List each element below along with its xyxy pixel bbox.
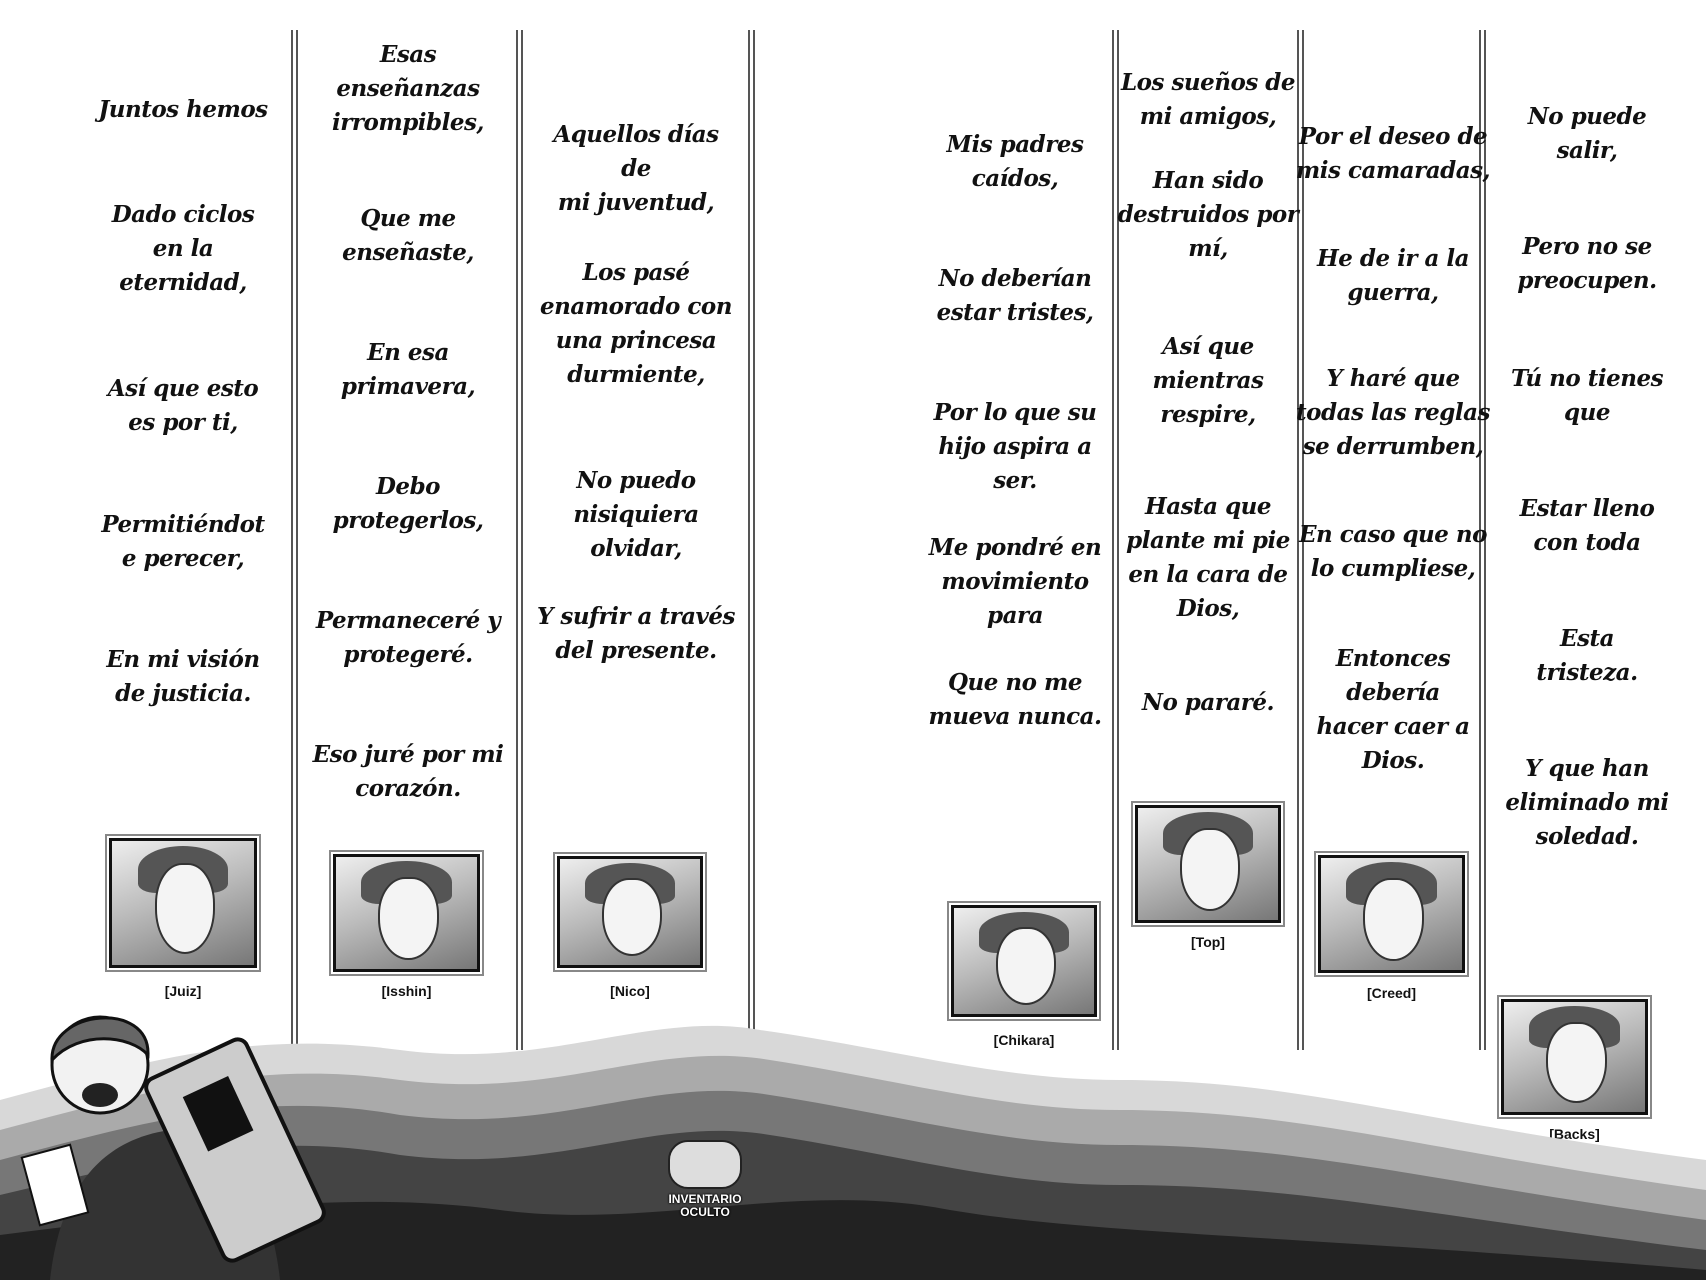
- verse-text: En mi visión de justicia.: [106, 646, 260, 707]
- character-name-label: [Chikara]: [993, 1032, 1055, 1048]
- verse-text: Así que mientras respire,: [1152, 333, 1264, 428]
- verse-text: Los sueños de mi amigos,: [1120, 69, 1295, 130]
- character-name-label: [Top]: [1191, 934, 1225, 950]
- portrait-face: [155, 863, 216, 954]
- verse-text: Que no me mueva nunca.: [928, 669, 1102, 730]
- verse-text: No deberían estar tristes,: [936, 265, 1094, 326]
- verse-text: Mis padres caídos,: [946, 131, 1084, 192]
- verse-text: Que me enseñaste,: [342, 205, 474, 266]
- verse-text: Han sido destruidos por mí,: [1117, 167, 1299, 262]
- character-name-label: [Juiz]: [164, 983, 202, 999]
- verse-text: Y que han eliminado mi soledad.: [1505, 755, 1669, 850]
- verse-text: Debo protegerlos,: [332, 473, 484, 534]
- verse-text: No puede salir,: [1527, 103, 1647, 164]
- verse-text: Dado ciclos en la eternidad,: [111, 201, 255, 296]
- column-divider: [291, 30, 298, 1050]
- verse-text: Hasta que plante mi pie en la cara de Dios,: [1126, 493, 1290, 622]
- verse-text: No pararé.: [1141, 689, 1275, 716]
- character-portrait: [951, 905, 1097, 1017]
- verse-text: Por el deseo de mis camaradas,: [1295, 123, 1491, 184]
- watermark-logo: [655, 1140, 755, 1219]
- character-name-label: [Backs]: [1549, 1126, 1600, 1142]
- verse-text: Entonces debería hacer caer a Dios.: [1316, 645, 1470, 774]
- verse-text: Pero no se preocupen.: [1517, 233, 1657, 294]
- portrait-face: [1363, 878, 1423, 960]
- column-divider: [748, 30, 755, 1050]
- character-portrait: [1318, 855, 1465, 973]
- character-name-label: [Nico]: [610, 983, 650, 999]
- column-divider: [516, 30, 523, 1050]
- verse-text: En esa primavera,: [340, 339, 476, 400]
- portrait-face: [1180, 828, 1240, 910]
- character-name-label: [Creed]: [1366, 985, 1416, 1001]
- verse-text: Permaneceré y protegeré.: [315, 607, 501, 668]
- verse-text: Me pondré en movimiento para: [928, 534, 1102, 629]
- portrait-face: [602, 878, 662, 956]
- portrait-face: [378, 877, 438, 959]
- character-portrait: [1135, 805, 1281, 923]
- verse-text: Así que esto es por ti,: [107, 375, 259, 436]
- character-portrait: [109, 838, 257, 968]
- character-portrait: [557, 856, 703, 968]
- verse-text: Esas enseñanzas irrompibles,: [332, 41, 484, 136]
- watermark-icon: [668, 1140, 742, 1189]
- watermark-line2: OCULTO: [680, 1205, 730, 1219]
- verse-text: Permitiéndot e perecer,: [101, 511, 265, 572]
- verse-text: Estar lleno con toda: [1519, 495, 1655, 556]
- verse-text: Juntos hemos: [98, 96, 268, 123]
- verse-text: Los pasé enamorado con una princesa durmiente,: [540, 259, 732, 388]
- verse-text: En caso que no lo cumpliese,: [1299, 521, 1487, 582]
- portrait-face: [996, 927, 1056, 1005]
- verse-text: No puedo nisiquiera olvidar,: [573, 467, 699, 562]
- verse-text: Por lo que su hijo aspira a ser.: [933, 399, 1097, 494]
- character-portrait: [333, 854, 480, 972]
- verse-text: Aquellos días de mi juventud,: [553, 121, 719, 216]
- verse-text: He de ir a la guerra,: [1316, 245, 1469, 306]
- verse-text: Eso juré por mi corazón.: [312, 741, 504, 802]
- verse-text: Y haré que todas las reglas se derrumben,: [1296, 365, 1490, 460]
- verse-text: Esta tristeza.: [1536, 625, 1638, 686]
- mascot-character-illustration: [20, 990, 360, 1280]
- watermark-line1: INVENTARIO: [668, 1192, 742, 1206]
- character-name-label: [Isshin]: [381, 983, 432, 999]
- verse-text: Y sufrir a través del presente.: [537, 603, 735, 664]
- verse-text: Tú no tienes que: [1510, 365, 1664, 426]
